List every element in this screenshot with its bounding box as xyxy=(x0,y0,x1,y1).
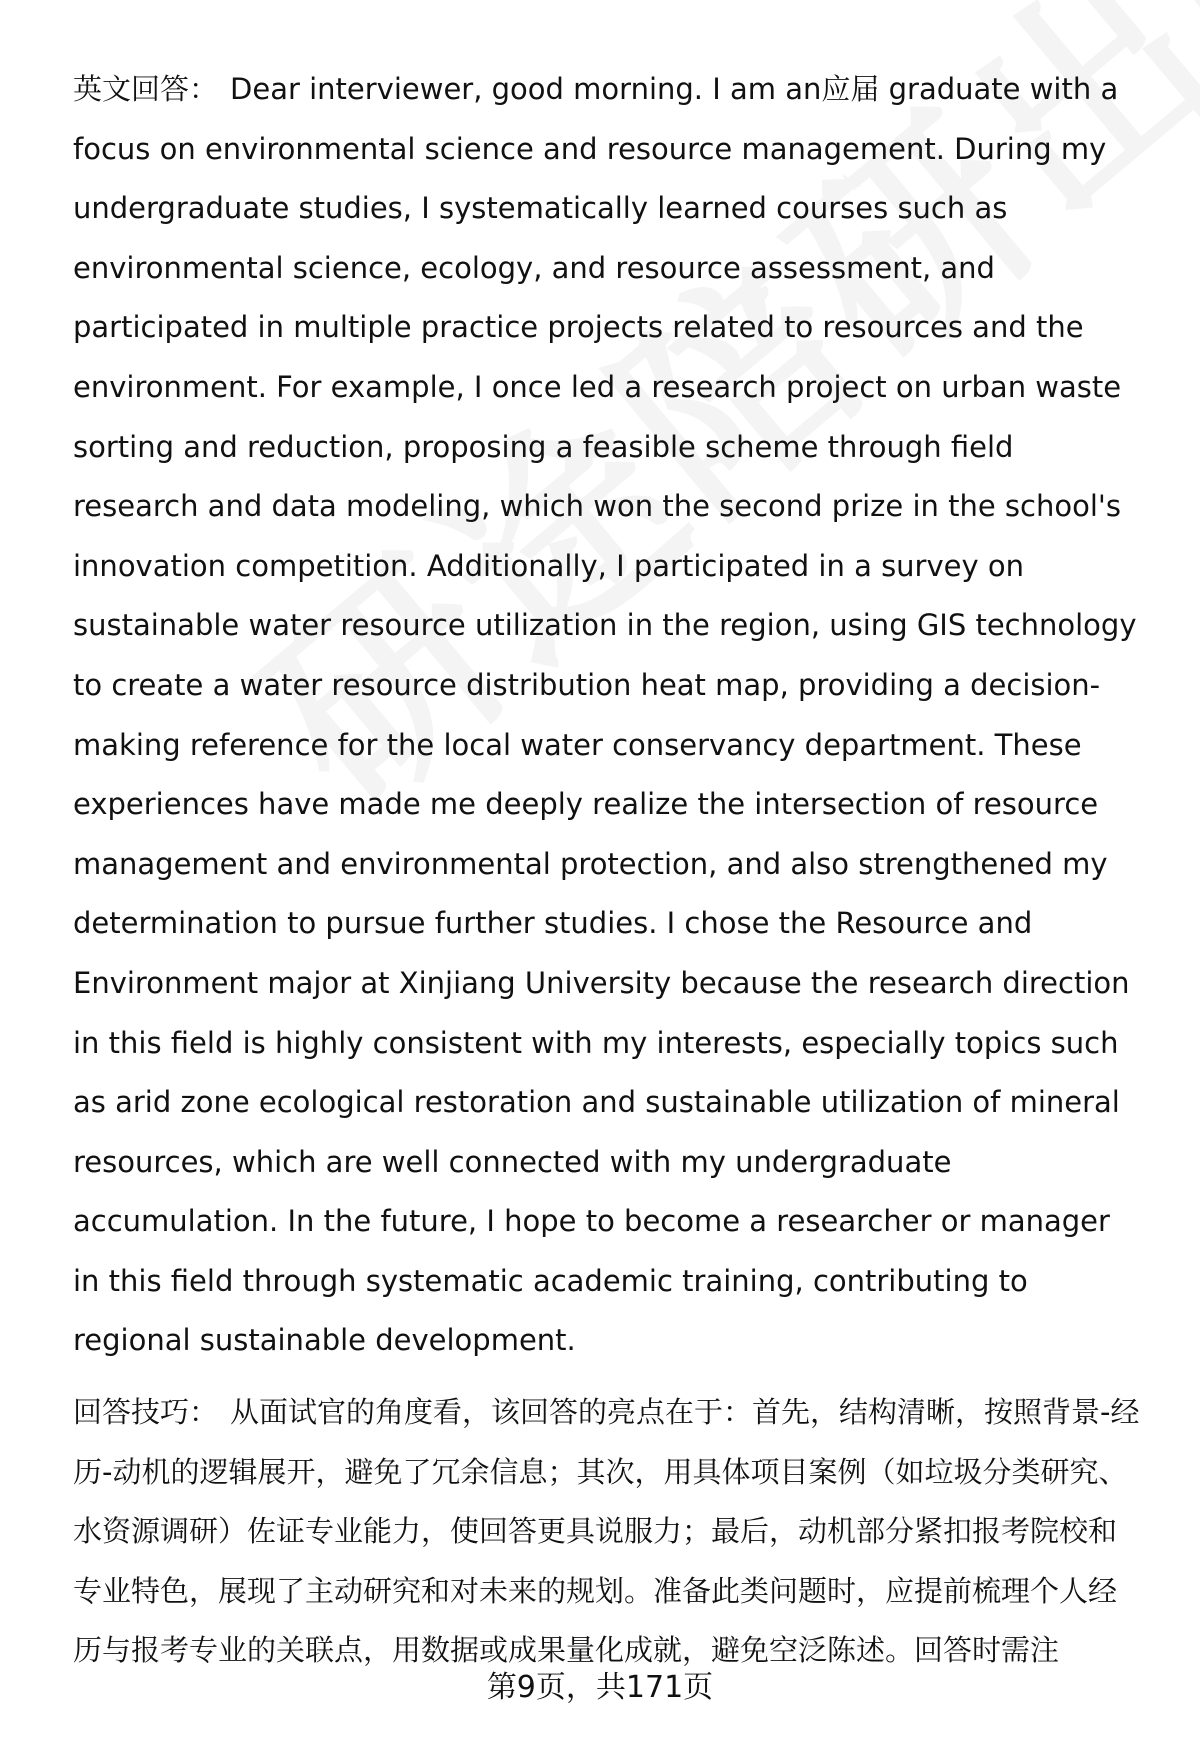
page-number: 第9页，共171页 xyxy=(486,1670,714,1705)
answer-tips-paragraph xyxy=(73,1383,1143,1681)
english-answer-paragraph xyxy=(73,60,1143,1371)
english-answer-text: Dear interviewer, good morning. I am an应届 graduate with a focus on environmental science and resource management. During my undergraduate studies, I systematically learned courses such as environmental science, ecology, and resource assessment, and participated in multiple practice projects related to resources and the environment. For example, I once led a research project on urban waste sorting and reduction, proposing a feasible scheme through field research and data modeling, which won the second prize in the school's innovation competition. Additionally, I participated in a survey on sustainable water resource utilization in the region, using GIS technology to create a water resource distribution heat map, providing a decision-making reference for the local water conservancy department. These experiences have made me deeply realize the intersection of resource management and environmental protection, and also strengthened my determination to pursue further studies. I chose the Resource and Environment major at Xinjiang University because the research direction in this field is highly consistent with my interests, especially topics such as arid zone ecological restoration and sustainable utilization of mineral resources, which are well connected with my undergraduate accumulation. In the future, I hope to become a researcher or manager in this field through systematic academic training, contributing to regional sustainable development. xyxy=(73,72,1137,1358)
english-answer-label: 英文回答： xyxy=(73,72,219,106)
document-content xyxy=(73,60,1143,1681)
answer-tips-label: 回答技巧： xyxy=(73,1395,219,1430)
answer-tips-text: 从面试官的角度看，该回答的亮点在于：首先，结构清晰，按照背景-经历-动机的逻辑展开，避免了冗余信息；其次，用具体项目案例（如垃圾分类研究、水资源调研）佐证专业能力，使回答更具说服力；最后，动机部分紧扣报考院校和专业特色，展现了主动研究和对未来的规划。准备此类问题时，应提前梳理个人经历与报考专业的关联点，用数据或成果量化成就，避免空泛陈述。回答时需注 xyxy=(73,1395,1140,1668)
